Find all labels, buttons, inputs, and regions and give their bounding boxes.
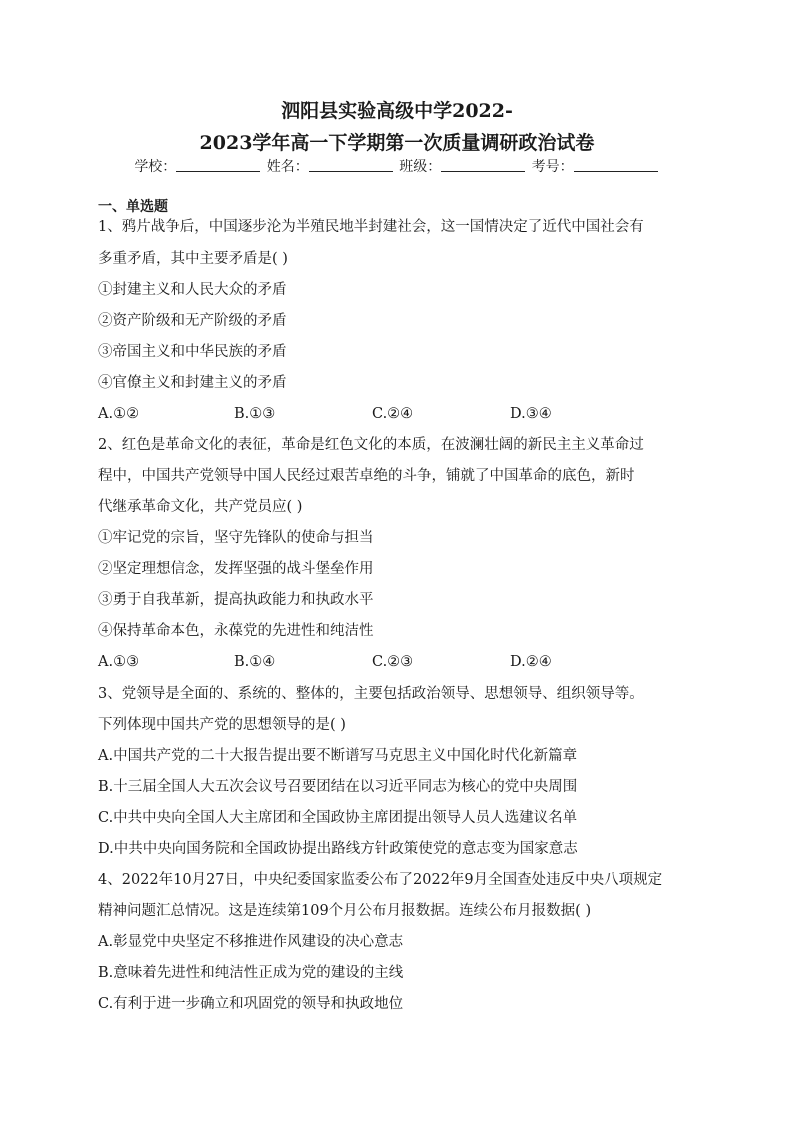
question-1-item-2: ②资产阶级和无产阶级的矛盾 <box>98 313 287 329</box>
question-3-choice-b[interactable]: B.十三届全国人大五次会议号召要团结在以习近平同志为核心的党中央周围 <box>98 779 578 795</box>
question-1-choice-b[interactable]: B.①③ <box>234 406 276 422</box>
question-2-choice-a[interactable]: A.①③ <box>98 654 140 670</box>
question-2-choice-b[interactable]: B.①④ <box>234 654 276 670</box>
school-blank[interactable] <box>176 159 260 172</box>
question-2-choice-d[interactable]: D.②④ <box>510 654 552 670</box>
question-2-item-1: ①牢记党的宗旨，坚守先锋队的使命与担当 <box>98 530 374 546</box>
name-blank[interactable] <box>309 159 393 172</box>
exam-title-line-1: 泗阳县实验高级中学2022- <box>281 100 513 122</box>
class-label: 班级： <box>399 159 442 175</box>
question-2-line-2: 程中，中国共产党领导中国人民经过艰苦卓绝的斗争，铺就了中国革命的底色，新时 <box>98 468 635 484</box>
class-blank[interactable] <box>441 159 525 172</box>
question-1-line-1: 1、鸦片战争后，中国逐步沦为半殖民地半封建社会，这一国情决定了近代中国社会有 <box>98 219 644 235</box>
school-label: 学校： <box>134 159 177 175</box>
question-4-choice-a[interactable]: A.彰显党中央坚定不移推进作风建设的决心意志 <box>98 934 404 950</box>
question-1-item-4: ④官僚主义和封建主义的矛盾 <box>98 375 287 391</box>
question-3-line-1: 3、党领导是全面的、系统的、整体的，主要包括政治领导、思想领导、组织领导等。 <box>98 686 644 702</box>
question-2-item-3: ③勇于自我革新，提高执政能力和执政水平 <box>98 592 374 608</box>
question-1-choice-d[interactable]: D.③④ <box>510 406 552 422</box>
question-1-item-1: ①封建主义和人民大众的矛盾 <box>98 282 287 298</box>
question-1-line-2: 多重矛盾，其中主要矛盾是( ) <box>98 251 288 267</box>
question-2-line-3: 代继承革命文化，共产党员应( ) <box>98 499 303 515</box>
student-info-row <box>0 156 794 176</box>
id-label: 考号： <box>531 159 574 175</box>
question-4-choice-b[interactable]: B.意味着先进性和纯洁性正成为党的建设的主线 <box>98 965 404 981</box>
exam-title-line-2: 2023学年高一下学期第一次质量调研政治试卷 <box>199 132 595 154</box>
question-2-item-2: ②坚定理想信念，发挥坚强的战斗堡垒作用 <box>98 561 374 577</box>
question-3-choice-c[interactable]: C.中共中央向全国人大主席团和全国政协主席团提出领导人员人选建议名单 <box>98 810 578 826</box>
question-4-line-2: 精神问题汇总情况。这是连续第109个月公布月报数据。连续公布月报数据( ) <box>98 903 592 919</box>
id-blank[interactable] <box>574 159 658 172</box>
question-3-choice-d[interactable]: D.中共中央向国务院和全国政协提出路线方针政策使党的意志变为国家意志 <box>98 841 578 857</box>
question-2-line-1: 2、红色是革命文化的表征，革命是红色文化的本质，在波澜壮阔的新民主主义革命过 <box>98 437 644 453</box>
question-1-choice-a[interactable]: A.①② <box>98 406 140 422</box>
question-3-line-2: 下列体现中国共产党的思想领导的是( ) <box>98 717 346 733</box>
question-2-choice-c[interactable]: C.②③ <box>372 654 414 670</box>
question-4-choice-c[interactable]: C.有利于进一步确立和巩固党的领导和执政地位 <box>98 996 404 1012</box>
question-2-item-4: ④保持革命本色，永葆党的先进性和纯洁性 <box>98 623 374 639</box>
name-label: 姓名： <box>266 159 309 175</box>
question-1-item-3: ③帝国主义和中华民族的矛盾 <box>98 344 287 360</box>
question-3-choice-a[interactable]: A.中国共产党的二十大报告提出要不断谱写马克思主义中国化时代化新篇章 <box>98 748 578 764</box>
question-4-line-1: 4、2022年10月27日，中央纪委国家监委公布了2022年9月全国查处违反中央八项规定 <box>98 872 663 888</box>
question-1-choice-c[interactable]: C.②④ <box>372 406 414 422</box>
section-title: 一、单选题 <box>98 199 168 215</box>
